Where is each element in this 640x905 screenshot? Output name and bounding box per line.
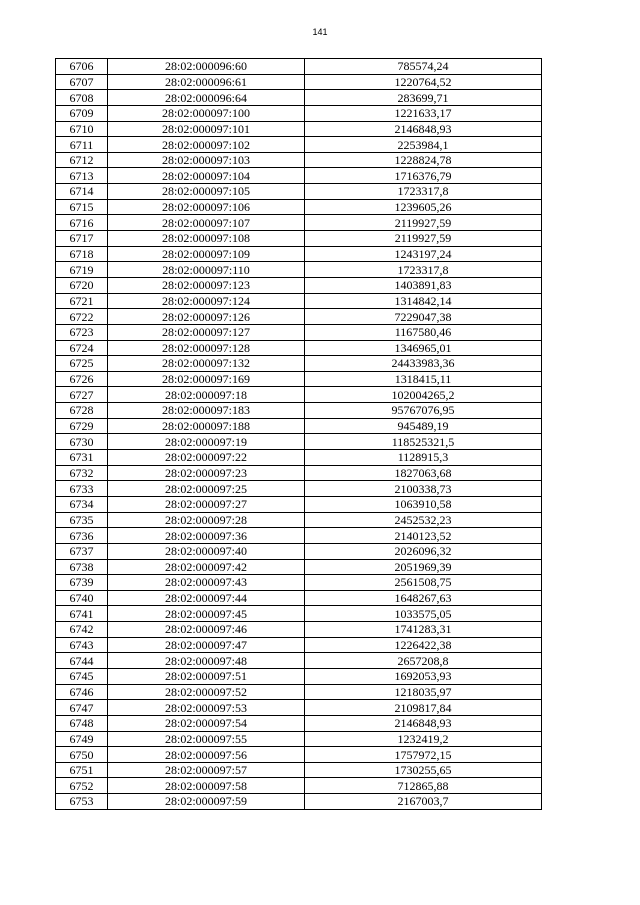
table-row bbox=[56, 637, 542, 653]
row-number-cell: 6732 bbox=[56, 465, 108, 481]
row-number-cell: 6751 bbox=[56, 762, 108, 778]
table-row bbox=[56, 684, 542, 700]
cadastral-value-cell: 1239605,26 bbox=[305, 199, 542, 215]
row-number-cell: 6748 bbox=[56, 715, 108, 731]
table-row bbox=[56, 59, 542, 75]
row-number-cell: 6718 bbox=[56, 246, 108, 262]
row-number-cell: 6713 bbox=[56, 168, 108, 184]
table-row bbox=[56, 90, 542, 106]
table-row bbox=[56, 794, 542, 810]
table-row bbox=[56, 105, 542, 121]
row-number-cell: 6707 bbox=[56, 74, 108, 90]
cadastral-number-cell: 28:02:000097:28 bbox=[108, 512, 305, 528]
cadastral-value-cell: 102004265,2 bbox=[305, 387, 542, 403]
row-number-cell: 6725 bbox=[56, 356, 108, 372]
cadastral-number-cell: 28:02:000097:57 bbox=[108, 762, 305, 778]
row-number-cell: 6737 bbox=[56, 543, 108, 559]
table-row bbox=[56, 231, 542, 247]
cadastral-number-cell: 28:02:000097:100 bbox=[108, 105, 305, 121]
cadastral-value-cell: 2561508,75 bbox=[305, 575, 542, 591]
cadastral-number-cell: 28:02:000097:45 bbox=[108, 606, 305, 622]
row-number-cell: 6738 bbox=[56, 559, 108, 575]
cadastral-value-cell: 1128915,3 bbox=[305, 450, 542, 466]
cadastral-number-cell: 28:02:000097:128 bbox=[108, 340, 305, 356]
cadastral-number-cell: 28:02:000097:59 bbox=[108, 794, 305, 810]
cadastral-value-cell: 2657208,8 bbox=[305, 653, 542, 669]
cadastral-value-cell: 2167003,7 bbox=[305, 794, 542, 810]
table-row bbox=[56, 246, 542, 262]
row-number-cell: 6712 bbox=[56, 152, 108, 168]
cadastral-value-cell: 1218035,97 bbox=[305, 684, 542, 700]
cadastral-value-cell: 2051969,39 bbox=[305, 559, 542, 575]
cadastral-number-cell: 28:02:000097:183 bbox=[108, 403, 305, 419]
cadastral-number-cell: 28:02:000097:58 bbox=[108, 778, 305, 794]
cadastral-value-cell: 1648267,63 bbox=[305, 590, 542, 606]
table-row bbox=[56, 481, 542, 497]
cadastral-value-cell: 1827063,68 bbox=[305, 465, 542, 481]
cadastral-value-cell: 1723317,8 bbox=[305, 184, 542, 200]
cadastral-value-table bbox=[55, 58, 542, 810]
cadastral-value-cell: 1220764,52 bbox=[305, 74, 542, 90]
table-row bbox=[56, 778, 542, 794]
cadastral-number-cell: 28:02:000097:51 bbox=[108, 668, 305, 684]
table-row bbox=[56, 622, 542, 638]
cadastral-number-cell: 28:02:000097:48 bbox=[108, 653, 305, 669]
cadastral-value-cell: 1221633,17 bbox=[305, 105, 542, 121]
cadastral-value-cell: 945489,19 bbox=[305, 418, 542, 434]
row-number-cell: 6717 bbox=[56, 231, 108, 247]
cadastral-value-cell: 7229047,38 bbox=[305, 309, 542, 325]
cadastral-value-cell: 2119927,59 bbox=[305, 215, 542, 231]
cadastral-value-cell: 1741283,31 bbox=[305, 622, 542, 638]
cadastral-number-cell: 28:02:000097:23 bbox=[108, 465, 305, 481]
cadastral-number-cell: 28:02:000097:107 bbox=[108, 215, 305, 231]
table-row bbox=[56, 309, 542, 325]
table-row bbox=[56, 418, 542, 434]
row-number-cell: 6714 bbox=[56, 184, 108, 200]
cadastral-value-cell: 1314842,14 bbox=[305, 293, 542, 309]
row-number-cell: 6720 bbox=[56, 277, 108, 293]
cadastral-number-cell: 28:02:000097:108 bbox=[108, 231, 305, 247]
cadastral-value-cell: 2452532,23 bbox=[305, 512, 542, 528]
table-body bbox=[56, 59, 542, 810]
table-row bbox=[56, 371, 542, 387]
row-number-cell: 6747 bbox=[56, 700, 108, 716]
table-row bbox=[56, 496, 542, 512]
row-number-cell: 6752 bbox=[56, 778, 108, 794]
cadastral-value-cell: 1033575,05 bbox=[305, 606, 542, 622]
cadastral-number-cell: 28:02:000097:109 bbox=[108, 246, 305, 262]
cadastral-number-cell: 28:02:000097:19 bbox=[108, 434, 305, 450]
cadastral-value-cell: 1063910,58 bbox=[305, 496, 542, 512]
table-row bbox=[56, 184, 542, 200]
cadastral-value-cell: 1723317,8 bbox=[305, 262, 542, 278]
table-row bbox=[56, 215, 542, 231]
row-number-cell: 6709 bbox=[56, 105, 108, 121]
cadastral-number-cell: 28:02:000097:132 bbox=[108, 356, 305, 372]
cadastral-number-cell: 28:02:000097:22 bbox=[108, 450, 305, 466]
row-number-cell: 6706 bbox=[56, 59, 108, 75]
row-number-cell: 6746 bbox=[56, 684, 108, 700]
table-row bbox=[56, 465, 542, 481]
table-row bbox=[56, 512, 542, 528]
cadastral-number-cell: 28:02:000096:64 bbox=[108, 90, 305, 106]
row-number-cell: 6743 bbox=[56, 637, 108, 653]
table-row bbox=[56, 324, 542, 340]
cadastral-number-cell: 28:02:000097:52 bbox=[108, 684, 305, 700]
table-row bbox=[56, 293, 542, 309]
row-number-cell: 6740 bbox=[56, 590, 108, 606]
table-row bbox=[56, 559, 542, 575]
row-number-cell: 6753 bbox=[56, 794, 108, 810]
cadastral-value-cell: 2109817,84 bbox=[305, 700, 542, 716]
table-row bbox=[56, 715, 542, 731]
cadastral-number-cell: 28:02:000097:124 bbox=[108, 293, 305, 309]
cadastral-number-cell: 28:02:000096:60 bbox=[108, 59, 305, 75]
table-row bbox=[56, 606, 542, 622]
cadastral-number-cell: 28:02:000097:42 bbox=[108, 559, 305, 575]
cadastral-value-cell: 2140123,52 bbox=[305, 528, 542, 544]
table-row bbox=[56, 387, 542, 403]
cadastral-number-cell: 28:02:000097:56 bbox=[108, 747, 305, 763]
table-row bbox=[56, 340, 542, 356]
table-row bbox=[56, 74, 542, 90]
table-row bbox=[56, 528, 542, 544]
table-row bbox=[56, 356, 542, 372]
cadastral-number-cell: 28:02:000097:55 bbox=[108, 731, 305, 747]
cadastral-number-cell: 28:02:000097:40 bbox=[108, 543, 305, 559]
cadastral-number-cell: 28:02:000097:101 bbox=[108, 121, 305, 137]
cadastral-number-cell: 28:02:000097:46 bbox=[108, 622, 305, 638]
table-row bbox=[56, 434, 542, 450]
cadastral-number-cell: 28:02:000096:61 bbox=[108, 74, 305, 90]
cadastral-number-cell: 28:02:000097:106 bbox=[108, 199, 305, 215]
cadastral-value-cell: 118525321,5 bbox=[305, 434, 542, 450]
table-row bbox=[56, 762, 542, 778]
row-number-cell: 6721 bbox=[56, 293, 108, 309]
cadastral-value-cell: 1226422,38 bbox=[305, 637, 542, 653]
row-number-cell: 6744 bbox=[56, 653, 108, 669]
table-row bbox=[56, 590, 542, 606]
cadastral-number-cell: 28:02:000097:103 bbox=[108, 152, 305, 168]
table-row bbox=[56, 731, 542, 747]
cadastral-number-cell: 28:02:000097:18 bbox=[108, 387, 305, 403]
table-row bbox=[56, 543, 542, 559]
row-number-cell: 6727 bbox=[56, 387, 108, 403]
row-number-cell: 6741 bbox=[56, 606, 108, 622]
cadastral-value-cell: 1730255,65 bbox=[305, 762, 542, 778]
cadastral-number-cell: 28:02:000097:53 bbox=[108, 700, 305, 716]
row-number-cell: 6728 bbox=[56, 403, 108, 419]
cadastral-number-cell: 28:02:000097:25 bbox=[108, 481, 305, 497]
cadastral-value-cell: 2100338,73 bbox=[305, 481, 542, 497]
table-row bbox=[56, 137, 542, 153]
cadastral-value-cell: 2119927,59 bbox=[305, 231, 542, 247]
cadastral-value-cell: 1403891,83 bbox=[305, 277, 542, 293]
table-row bbox=[56, 199, 542, 215]
row-number-cell: 6716 bbox=[56, 215, 108, 231]
row-number-cell: 6719 bbox=[56, 262, 108, 278]
table-row bbox=[56, 168, 542, 184]
cadastral-value-cell: 1716376,79 bbox=[305, 168, 542, 184]
cadastral-value-cell: 1167580,46 bbox=[305, 324, 542, 340]
cadastral-number-cell: 28:02:000097:123 bbox=[108, 277, 305, 293]
cadastral-number-cell: 28:02:000097:127 bbox=[108, 324, 305, 340]
row-number-cell: 6726 bbox=[56, 371, 108, 387]
row-number-cell: 6724 bbox=[56, 340, 108, 356]
cadastral-number-cell: 28:02:000097:110 bbox=[108, 262, 305, 278]
cadastral-value-cell: 1318415,11 bbox=[305, 371, 542, 387]
cadastral-number-cell: 28:02:000097:169 bbox=[108, 371, 305, 387]
cadastral-value-cell: 1232419,2 bbox=[305, 731, 542, 747]
table-row bbox=[56, 747, 542, 763]
table-row bbox=[56, 262, 542, 278]
row-number-cell: 6729 bbox=[56, 418, 108, 434]
cadastral-value-cell: 1757972,15 bbox=[305, 747, 542, 763]
row-number-cell: 6733 bbox=[56, 481, 108, 497]
cadastral-number-cell: 28:02:000097:102 bbox=[108, 137, 305, 153]
cadastral-value-cell: 2253984,1 bbox=[305, 137, 542, 153]
cadastral-value-cell: 712865,88 bbox=[305, 778, 542, 794]
row-number-cell: 6723 bbox=[56, 324, 108, 340]
row-number-cell: 6731 bbox=[56, 450, 108, 466]
cadastral-number-cell: 28:02:000097:43 bbox=[108, 575, 305, 591]
table-row bbox=[56, 653, 542, 669]
row-number-cell: 6710 bbox=[56, 121, 108, 137]
cadastral-number-cell: 28:02:000097:105 bbox=[108, 184, 305, 200]
cadastral-value-cell: 1228824,78 bbox=[305, 152, 542, 168]
table-row bbox=[56, 450, 542, 466]
table-row bbox=[56, 575, 542, 591]
row-number-cell: 6715 bbox=[56, 199, 108, 215]
row-number-cell: 6750 bbox=[56, 747, 108, 763]
row-number-cell: 6722 bbox=[56, 309, 108, 325]
cadastral-number-cell: 28:02:000097:104 bbox=[108, 168, 305, 184]
cadastral-value-cell: 1346965,01 bbox=[305, 340, 542, 356]
cadastral-value-cell: 1243197,24 bbox=[305, 246, 542, 262]
cadastral-value-cell: 283699,71 bbox=[305, 90, 542, 106]
table-row bbox=[56, 700, 542, 716]
cadastral-value-cell: 95767076,95 bbox=[305, 403, 542, 419]
cadastral-number-cell: 28:02:000097:47 bbox=[108, 637, 305, 653]
row-number-cell: 6711 bbox=[56, 137, 108, 153]
cadastral-value-cell: 24433983,36 bbox=[305, 356, 542, 372]
row-number-cell: 6735 bbox=[56, 512, 108, 528]
cadastral-number-cell: 28:02:000097:188 bbox=[108, 418, 305, 434]
cadastral-number-cell: 28:02:000097:44 bbox=[108, 590, 305, 606]
row-number-cell: 6742 bbox=[56, 622, 108, 638]
cadastral-value-cell: 2026096,32 bbox=[305, 543, 542, 559]
table-row bbox=[56, 277, 542, 293]
cadastral-number-cell: 28:02:000097:27 bbox=[108, 496, 305, 512]
cadastral-value-cell: 2146848,93 bbox=[305, 121, 542, 137]
cadastral-value-cell: 2146848,93 bbox=[305, 715, 542, 731]
table-row bbox=[56, 152, 542, 168]
cadastral-number-cell: 28:02:000097:36 bbox=[108, 528, 305, 544]
row-number-cell: 6708 bbox=[56, 90, 108, 106]
row-number-cell: 6734 bbox=[56, 496, 108, 512]
cadastral-number-cell: 28:02:000097:54 bbox=[108, 715, 305, 731]
table-row bbox=[56, 403, 542, 419]
row-number-cell: 6749 bbox=[56, 731, 108, 747]
table-row bbox=[56, 121, 542, 137]
row-number-cell: 6745 bbox=[56, 668, 108, 684]
row-number-cell: 6730 bbox=[56, 434, 108, 450]
cadastral-value-cell: 785574,24 bbox=[305, 59, 542, 75]
row-number-cell: 6736 bbox=[56, 528, 108, 544]
cadastral-value-cell: 1692053,93 bbox=[305, 668, 542, 684]
row-number-cell: 6739 bbox=[56, 575, 108, 591]
page-number: 141 bbox=[312, 27, 328, 37]
table-row bbox=[56, 668, 542, 684]
cadastral-number-cell: 28:02:000097:126 bbox=[108, 309, 305, 325]
